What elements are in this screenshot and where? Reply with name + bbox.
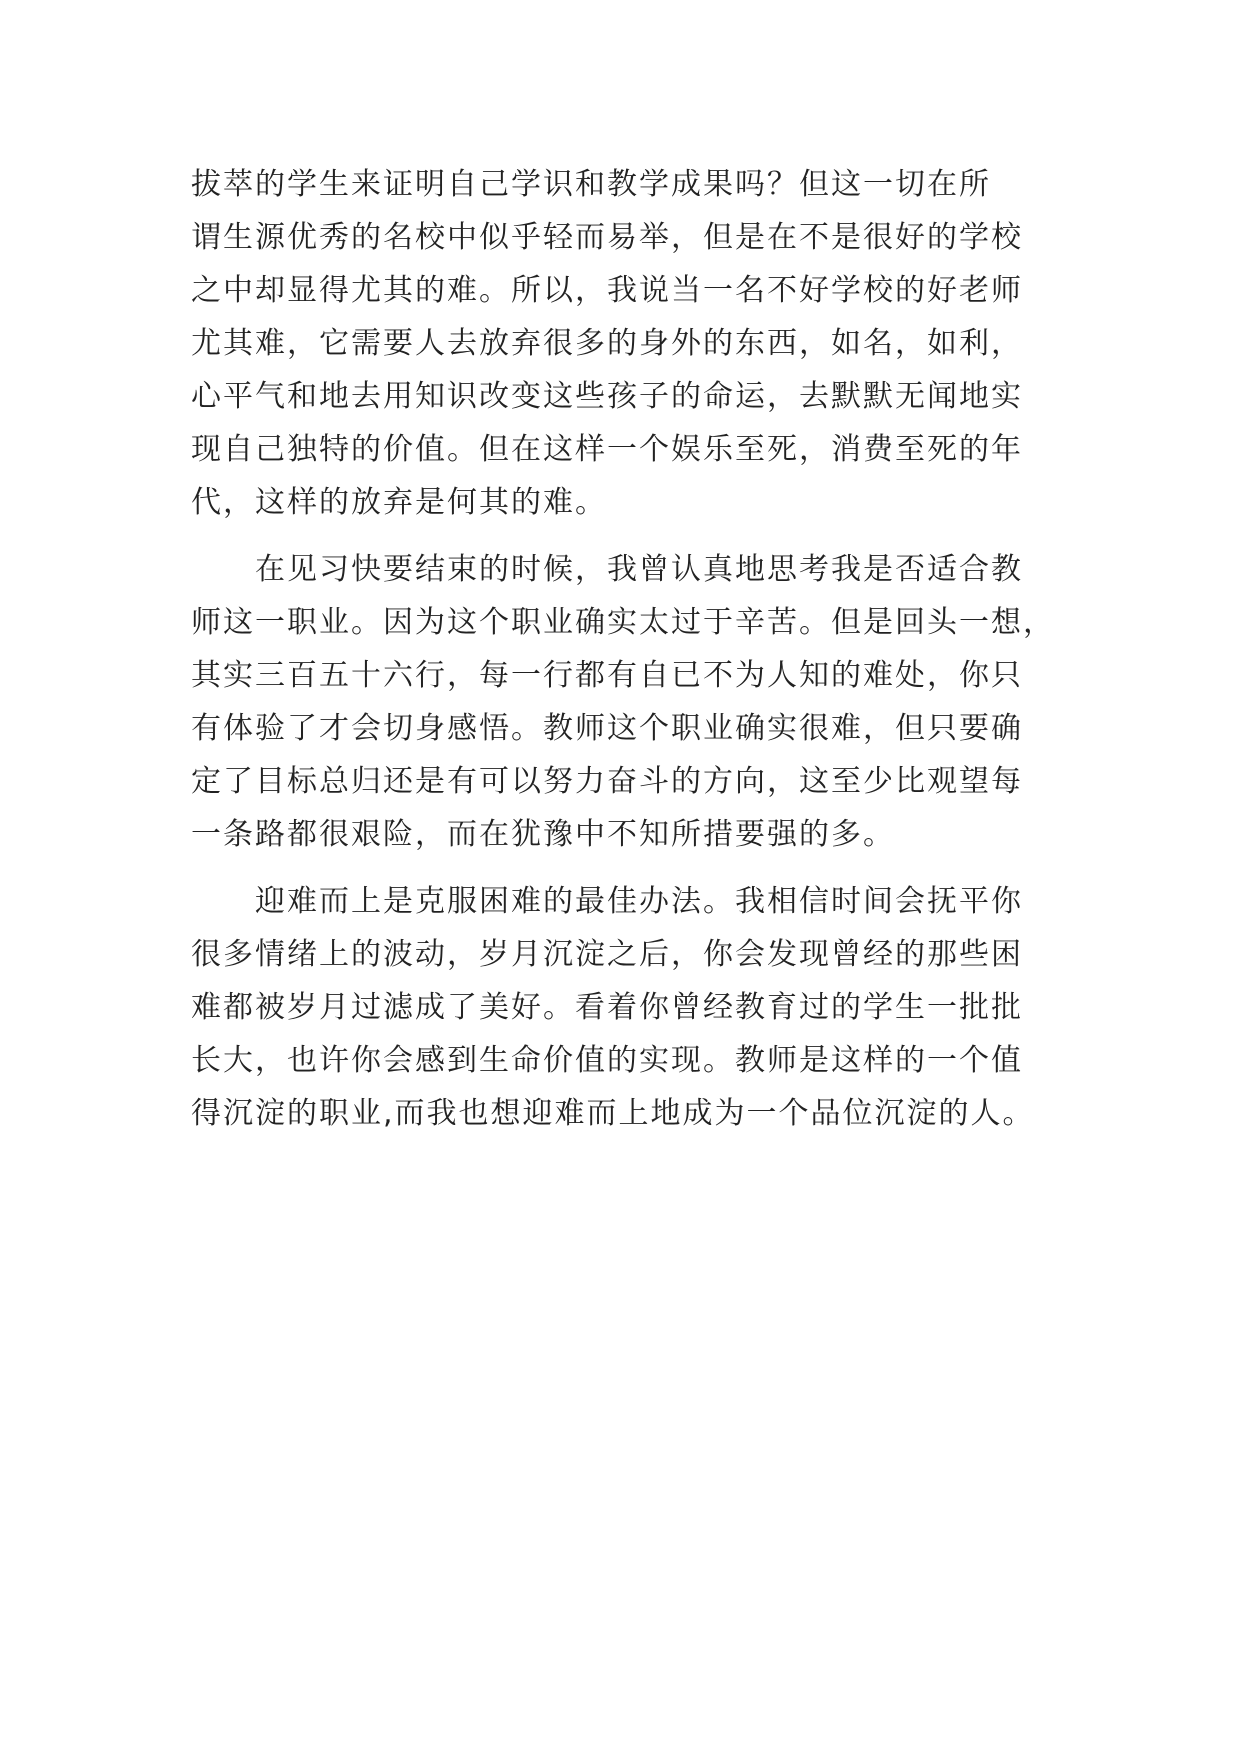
text-line: 其实三百五十六行，每一行都有自已不为人知的难处，你只 xyxy=(191,658,1023,693)
text-line: 心平气和地去用知识改变这些孩子的命运，去默默无闻地实 xyxy=(191,379,1023,414)
paragraph-spacer xyxy=(191,861,1071,875)
document-body xyxy=(191,158,1071,1140)
text-line: 师这一职业。因为这个职业确实太过于辛苦。但是回头一想， xyxy=(191,605,1055,640)
text-line: 现自己独特的价值。但在这样一个娱乐至死，消费至死的年 xyxy=(191,432,1023,467)
text-line: 之中却显得尤其的难。所以，我说当一名不好学校的好老师 xyxy=(191,273,1023,308)
text-line: 定了目标总归还是有可以努力奋斗的方向，这至少比观望每 xyxy=(191,764,1023,799)
text-line: 谓生源优秀的名校中似乎轻而易举，但是在不是很好的学校 xyxy=(191,220,1023,255)
paragraph-spacer xyxy=(191,529,1071,543)
paragraph xyxy=(191,158,1071,529)
text-line: 尤其难，它需要人去放弃很多的身外的东西，如名，如利， xyxy=(191,326,1023,361)
text-line: 拔萃的学生来证明自己学识和教学成果吗？但这一切在所 xyxy=(191,167,991,202)
text-line: 迎难而上是克服困难的最佳办法。我相信时间会抚平你 xyxy=(191,884,1023,919)
text-line: 代，这样的放弃是何其的难。 xyxy=(191,485,607,520)
text-line: 难都被岁月过滤成了美好。看着你曾经教育过的学生一批批 xyxy=(191,990,1023,1025)
text-line: 很多情绪上的波动，岁月沉淀之后，你会发现曾经的那些困 xyxy=(191,937,1023,972)
text-line: 在见习快要结束的时候，我曾认真地思考我是否适合教 xyxy=(191,552,1023,587)
paragraph xyxy=(191,875,1071,1140)
paragraph xyxy=(191,543,1071,861)
text-line: 长大，也许你会感到生命价值的实现。教师是这样的一个值 xyxy=(191,1043,1023,1078)
text-line: 一条路都很艰险，而在犹豫中不知所措要强的多。 xyxy=(191,817,895,852)
text-line: 得沉淀的职业,而我也想迎难而上地成为一个品位沉淀的人。 xyxy=(191,1096,1035,1131)
text-line: 有体验了才会切身感悟。教师这个职业确实很难，但只要确 xyxy=(191,711,1023,746)
